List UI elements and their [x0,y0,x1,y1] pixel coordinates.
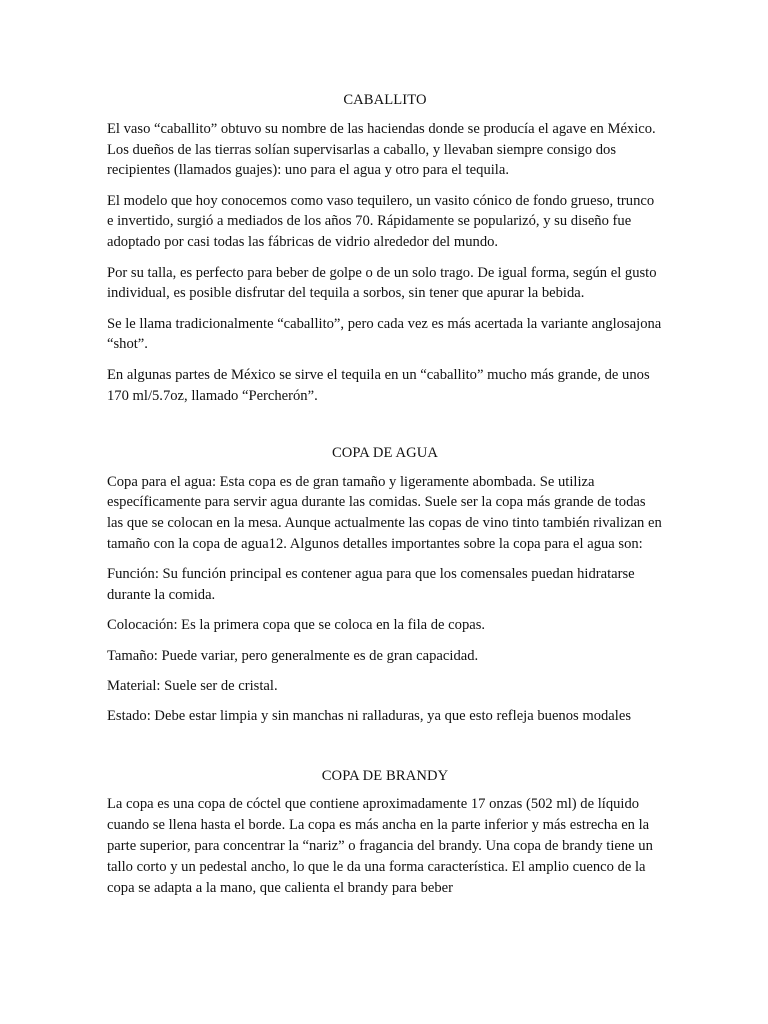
paragraph: Copa para el agua: Esta copa es de gran tamaño y ligeramente abombada. Se utiliza específicamente para servir agua durante las comidas. Suele ser la copa más grande de todas las que se colocan en la mesa. Aunque actualmente las copas de vino tinto también rivalizan en tamaño con la copa de agua12. Algunos detalles importantes sobre la copa para el agua son: [107,473,662,553]
section-heading: CABALLITO [343,92,427,108]
section-caballito [107,90,663,406]
paragraph: Función: Su función principal es contener agua para que los comensales puedan hidratarse durante la comida. [107,566,635,604]
paragraph: La copa es una copa de cóctel que contiene aproximadamente 17 onzas (502 ml) de líquido cuando se llena hasta el borde. La copa es más ancha en la parte inferior y más estrecha en la parte superior, para concentrar la “nariz” o fragancia del brandy. Una copa de brandy tiene un tallo corto y un pedestal ancho, lo que le da una forma característica. El amplio cuenco de la copa se adapta a la mano, que calienta el brandy para beber [107,796,653,896]
paragraph: Material: Suele ser de cristal. [107,678,278,695]
section-heading: COPA DE BRANDY [321,767,449,784]
paragraph: El modelo que hoy conocemos como vaso tequilero, un vasito cónico de fondo grueso, trunco e invertido, surgió a mediados de los años 70. Rápidamente se popularizó, y su diseño fue adoptado por casi todas las fábricas de vidrio alrededor del mundo. [107,192,655,251]
section-copa-de-brandy [107,766,663,899]
section-spacer [107,737,663,766]
section-heading: COPA DE AGUA [331,444,439,461]
paragraph: Por su talla, es perfecto para beber de golpe o de un solo trago. De igual forma, según el gusto individual, es posible disfrutar del tequila a sorbos, sin tener que apurar la bebida. [107,264,657,302]
section-spacer [107,416,663,443]
paragraph: Tamaño: Puede variar, pero generalmente es de gran capacidad. [107,647,479,664]
paragraph: Se le llama tradicionalmente “caballito”, pero cada vez es más acertada la variante anglosajona “shot”. [107,315,662,353]
paragraph: Estado: Debe estar limpia y sin manchas ni ralladuras, ya que esto refleja buenos modales [107,708,631,725]
paragraph: El vaso “caballito” obtuvo su nombre de las haciendas donde se producía el agave en México. Los dueños de las tierras solían supervisarlas a caballo, y llevaban siempre consigo dos recipientes (llamados guajes): uno para el agua y otro para el tequila. [107,120,656,179]
document-body [107,90,663,908]
section-copa-de-agua [107,443,663,727]
paragraph: En algunas partes de México se sirve el tequila en un “caballito” mucho más grande, de unos 170 ml/5.7oz, llamado “Percherón”. [107,366,650,404]
paragraph: Colocación: Es la primera copa que se coloca en la fila de copas. [107,617,486,634]
